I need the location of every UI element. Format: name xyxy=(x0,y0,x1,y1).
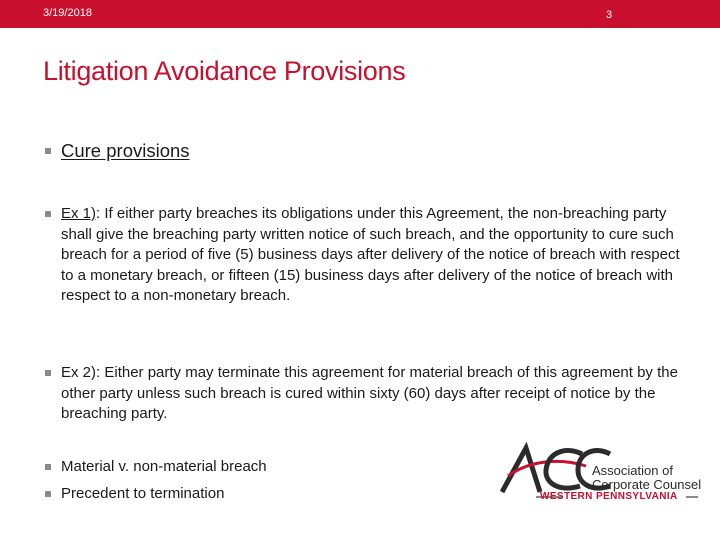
slide-title: Litigation Avoidance Provisions xyxy=(43,56,406,86)
logo-line-2: Corporate Counsel xyxy=(592,477,702,492)
acc-logo xyxy=(500,440,700,510)
example-1-body: : If either party breaches its obligations under this Agreement, the non-breaching party shall give the breaching party written notice of such breach, and the opportunity to cure such breach for a period of five (5) business days after delivery of the notice of breach with respect to a monetary breach, or fifteen (15) business days after delivery of the notice of breach with respect to a non-monetary breach. xyxy=(61,205,680,304)
bullet-square-icon xyxy=(45,491,51,497)
bullet-example-2 xyxy=(45,363,685,425)
example-2-text xyxy=(61,363,685,425)
logo-region: WESTERN PENNSYLVANIA xyxy=(540,491,678,502)
example-2-body: : Either party may terminate this agreement for material breach of this agreement by the other party unless such breach is cured within sixty (60) days after receipt of notice by the breaching party. xyxy=(61,364,678,422)
example-1-text xyxy=(61,204,685,307)
logo-divider-right xyxy=(686,496,698,498)
logo-line-1: Association of xyxy=(592,463,673,478)
slide-date: 3/19/2018 xyxy=(43,7,92,19)
bullet-material-text: Material v. non-material breach xyxy=(61,458,267,475)
bullet-heading-text: Cure provisions xyxy=(61,140,190,161)
bullet-cure-provisions xyxy=(45,140,685,162)
bullet-square-icon xyxy=(45,464,51,470)
bullet-example-1 xyxy=(45,204,685,307)
slide-page-number: 3 xyxy=(606,9,613,21)
bullet-square-icon xyxy=(45,211,51,217)
example-2-label: Ex 2) xyxy=(61,364,97,381)
bullet-square-icon xyxy=(45,148,51,154)
bullet-square-icon xyxy=(45,370,51,376)
bullet-precedent-text: Precedent to termination xyxy=(61,485,225,502)
header-bar xyxy=(0,0,720,28)
example-1-label: Ex 1) xyxy=(61,205,97,222)
